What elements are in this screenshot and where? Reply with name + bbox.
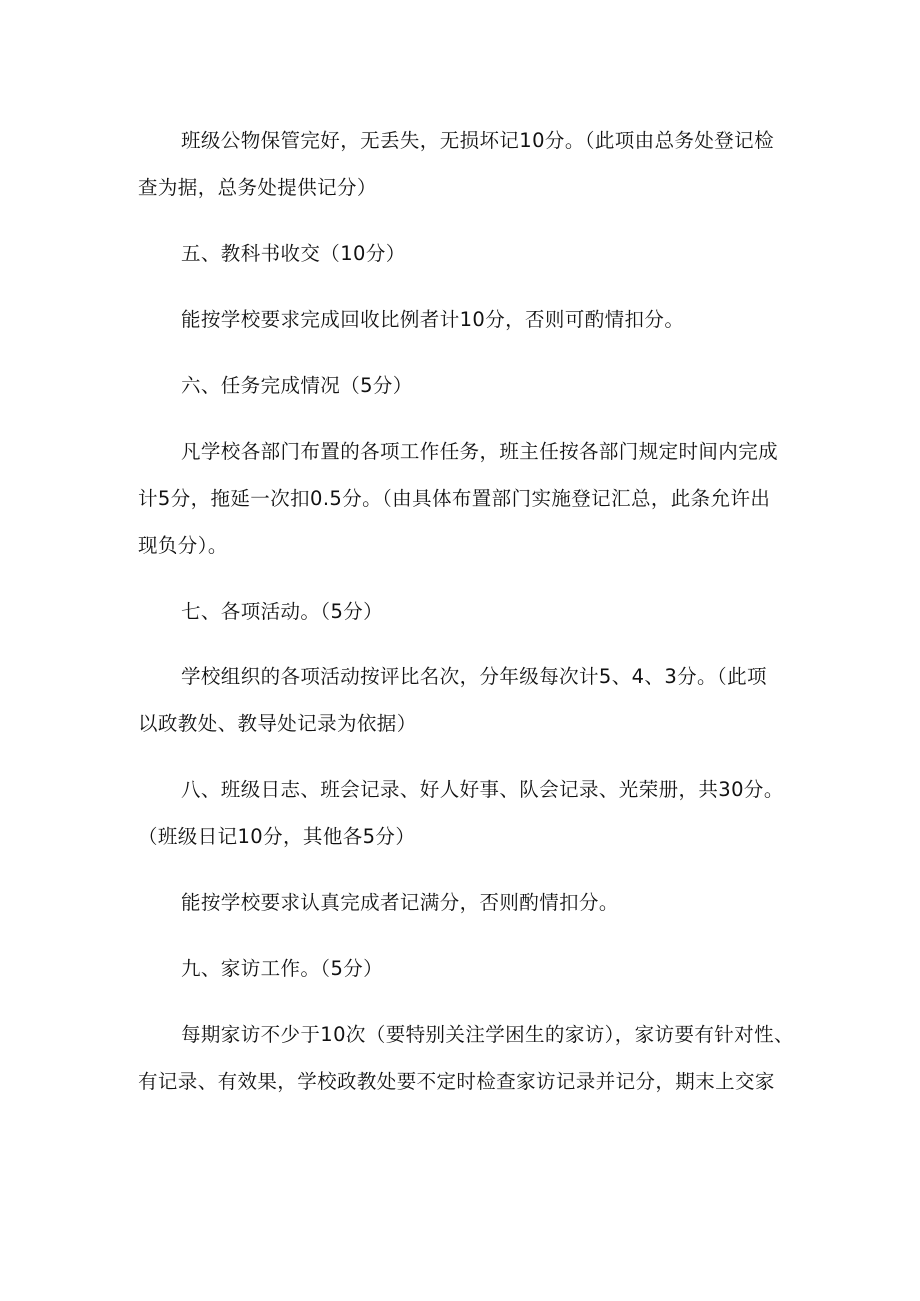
- section-heading: 七、各项活动。（5分）: [181, 600, 384, 623]
- paragraph-line: 能按学校要求认真完成者记满分，否则酌情扣分。: [181, 891, 619, 914]
- section-heading: 六、任务完成情况（5分）: [181, 374, 413, 397]
- paragraph-line: （班级日记10分，其他各5分）: [138, 825, 416, 848]
- paragraph-line: 学校组织的各项活动按评比名次，分年级每次计5、4、3分。（此项: [181, 665, 767, 688]
- paragraph-line: 凡学校各部门布置的各项工作任务，班主任按各部门规定时间内完成: [181, 440, 779, 463]
- paragraph-line: 现负分）。: [138, 534, 228, 557]
- paragraph-line: 能按学校要求完成回收比例者计10分，否则可酌情扣分。: [181, 308, 685, 331]
- paragraph-line: 有记录、有效果，学校政教处要不定时检查家访记录并记分，期末上交家: [138, 1070, 775, 1093]
- section-heading: 九、家访工作。（5分）: [181, 957, 384, 980]
- section-heading: 八、班级日志、班会记录、好人好事、队会记录、光荣册，共30分。: [181, 778, 784, 801]
- paragraph-line: 班级公物保管完好，无丢失，无损坏记10分。（此项由总务处登记检: [181, 129, 774, 152]
- paragraph-line: 以政教处、教导处记录为依据）: [138, 712, 417, 735]
- section-heading: 五、教科书收交（10分）: [181, 242, 406, 265]
- paragraph-line: 计5分，拖延一次扣0.5分。（由具体布置部门实施登记汇总，此条允许出: [138, 487, 771, 510]
- paragraph-line: 查为据，总务处提供记分）: [138, 176, 377, 199]
- paragraph-line: 每期家访不少于10次（要特别关注学困生的家访），家访要有针对性、: [181, 1023, 794, 1046]
